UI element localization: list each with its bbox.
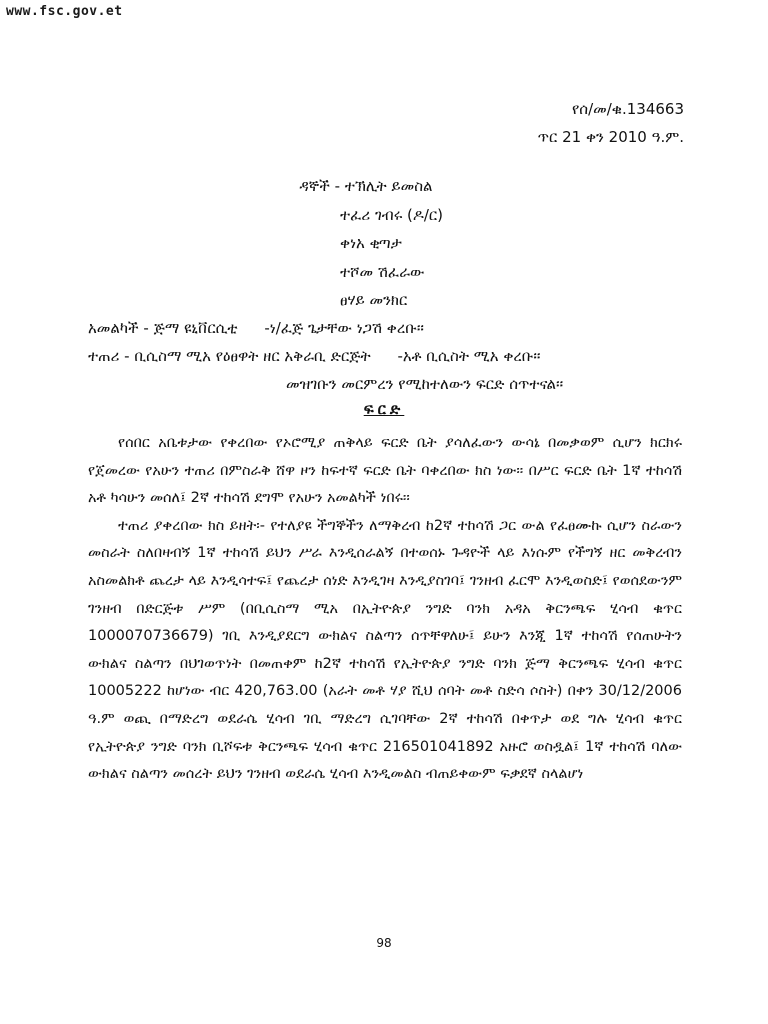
applicant-representative: -ነ/ፈጅ ጌታቸው ነጋሽ ቀረቡ፡፡ xyxy=(264,319,424,337)
judge-name: ፀሃይ መንክር xyxy=(340,291,408,309)
judge-line xyxy=(0,229,768,258)
paragraph: የሰበር አቤቱታው የቀረበው የኦሮሚያ ጠቅላይ ፍርድ ቤት ያሳለፈውን ውሳኔ በመቃወም ሲሆን ክርክሩ የጀመረው የአሁን ተጠሪ በምስራቅ ሸዋ ዞን ከፍተኛ ፍርድ ቤት ባቀረበው ክስ ነው፡፡ በሥር ፍርድ ቤት 1ኛ ተከሳሽ አቶ ካሳሁን መሰለ፤ 2ኛ ተከሳሽ ደግሞ የአሁን አመልካች ነበሩ፡፡ xyxy=(88,435,682,507)
parties-block xyxy=(88,314,688,398)
closing-statement: መዝገቡን መርምረን የሚከተለውን ፍርድ ሰጥተናል፡፡ xyxy=(286,375,564,393)
respondent-representative: -አቶ ቢሲስት ሚአ ቀረቡ፡፡ xyxy=(397,347,541,365)
respondent-label: ተጠሪ - xyxy=(88,347,130,365)
document-date: ጥር 21 ቀን 2010 ዓ.ም. xyxy=(537,128,684,146)
judge-line xyxy=(0,258,768,287)
page-number: 98 xyxy=(376,936,392,950)
judgment-body xyxy=(88,430,682,789)
judgment-heading: ፍርድ xyxy=(363,400,405,418)
respondent-name: ቢሲስማ ሚአ የዕፀዋት ዘር አቅራቢ ድርጅት xyxy=(134,347,371,365)
judge-line xyxy=(0,172,768,201)
paragraph: ተጠሪ ያቀረበው ክስ ይዘት፡- የተለያዩ ችግኞችን ለማቅረብ ከ2ኛ ተከሳሽ ጋር ውል የፈፀሙኩ ሲሆን ስራውን መስራት ስለበዛብኝ 1ኛ ተከሳሽ ይህን ሥራ እንዲሰራልኝ በተወሰኑ ጉዳዮች ላይ እነሱም የችግኝ ዘር መቅረብን አስመልክቶ ጨረታ ላይ እንዲሳተፍ፤ የጨረታ ሰነድ እንዲገዛ እንዲያስገባ፤ ገንዘብ ፈርሞ እንዲወስድ፤ የወሰደውንም ገንዘብ በድርጅቱ ሥም (በቢሲስማ ሚአ በኢትዮጵያ ንግድ ባንክ አዳአ ቅርንጫፍ ሂሳብ ቁጥር 1000070736679) ገቢ እንዲያደርግ ውክልና ስልጣን ሰጥቸዋለሁ፤ ይሁን እንጂ 1ኛ ተከሳሽ የሰጠሁትን ውክልና ስልጣን በህገወጥነት በመጠቀም ከ2ኛ ተከሳሽ የኢትዮጵያ ንግድ ባንክ ጅማ ቅርንጫፍ ሂሳብ ቁጥር 10005222 ከሆነው ብር 420,763.00 (አራት መቶ ሃያ ሺህ ሰባት መቶ ስድሳ ሶስት) በቀን 30/12/2006 ዓ.ም ወጪ በማድረግ ወደራሴ ሂሳብ ገቢ ማድረግ ሲገባቸው 2ኛ ተከሳሽ በቀጥታ ወደ ግሉ ሂሳብ ቁጥር የኢትዮጵያ ንግድ ባንክ ቢሾፍቱ ቅርንጫፍ ሂሳብ ቁጥር 216501041892 አዙሮ ወስዷል፤ 1ኛ ተከሳሽ ባለው ውክልና ስልጣን መሰረት ይህን ገንዘብ ወደራሴ ሂሳብ እንዲመልስ ብጠይቀውም ፍቃደኛ ስላልሆነ xyxy=(88,517,682,783)
judge-name: ተፈሪ ገብሩ (ዶ/ር) xyxy=(340,205,444,224)
judge-line xyxy=(0,286,768,315)
judge-line xyxy=(0,201,768,230)
judge-name: ቀነአ ቂጣታ xyxy=(340,234,402,252)
site-url: www.fsc.gov.et xyxy=(6,4,123,19)
applicant-line xyxy=(88,314,688,342)
judge-name: ተሾመ ሽፈራው xyxy=(340,262,425,281)
file-number: የሰ/መ/ቁ.134663 xyxy=(571,100,684,118)
respondent-line xyxy=(88,342,688,370)
applicant-label: አመልካች - xyxy=(88,319,149,337)
judges-label: ዳኞች - xyxy=(299,177,340,195)
applicant-name: ጅማ ዩኒቨርሲቲ xyxy=(153,319,238,337)
judges-block xyxy=(0,172,768,315)
judge-name: ተኽሊት ይመስል xyxy=(344,177,433,195)
